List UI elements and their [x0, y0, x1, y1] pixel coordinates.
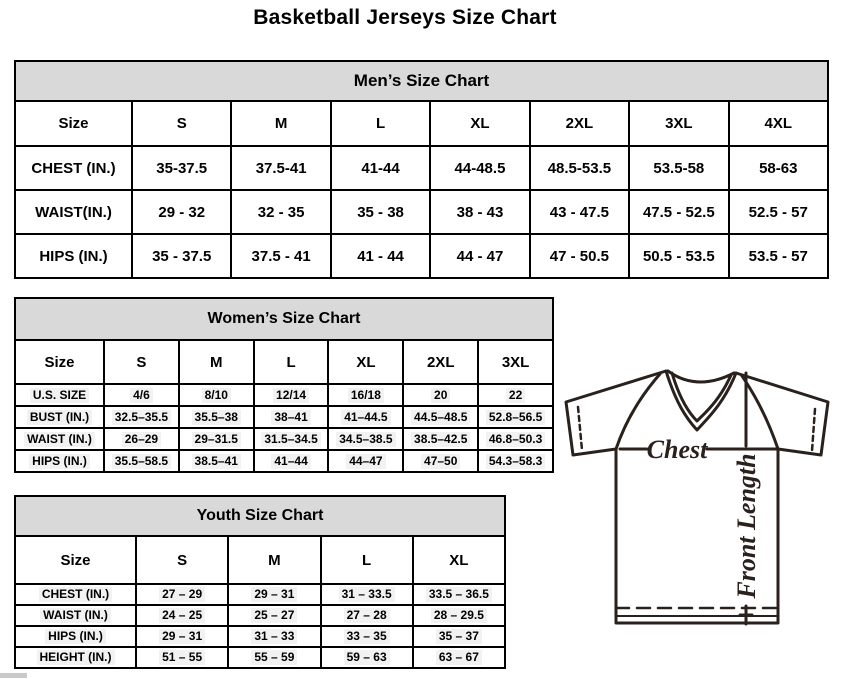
- table-row: [15, 428, 553, 450]
- cell-value: 38.5–41: [179, 450, 254, 472]
- cell-value: 4/6: [104, 384, 179, 406]
- cell-value: 37.5-41: [231, 146, 330, 190]
- table-row: [15, 298, 553, 340]
- jersey-neckline-outer: [666, 371, 736, 430]
- cell-value: 44-48.5: [430, 146, 529, 190]
- row-label-text: BUST (IN.): [27, 410, 92, 425]
- column-header: XL: [430, 101, 529, 146]
- cell-value: 29 – 31: [136, 626, 228, 647]
- cell-value: 8/10: [179, 384, 254, 406]
- cell-value: 27 – 29: [136, 584, 228, 605]
- cell-value: 32.5–35.5: [104, 406, 179, 428]
- chest-label: Chest: [646, 435, 708, 464]
- cell-value: 35.5–58.5: [104, 450, 179, 472]
- jersey-right-sleeve-stitch: [812, 409, 815, 451]
- cell-value: 38–41: [254, 406, 329, 428]
- column-header: Size: [15, 340, 104, 384]
- column-header: L: [254, 340, 329, 384]
- row-label: [15, 384, 104, 406]
- cell-value: 33.5 – 36.5: [413, 584, 505, 605]
- cell-value: 28 – 29.5: [413, 605, 505, 626]
- cell-value: 35 – 37: [413, 626, 505, 647]
- cell-value: 25 – 27: [228, 605, 320, 626]
- cell-value: 54.3–58.3: [478, 450, 553, 472]
- column-header: S: [136, 536, 228, 584]
- cell-value: 20: [403, 384, 478, 406]
- row-label-text: HIPS (IN.): [29, 454, 90, 469]
- page-artifact-bar: [0, 673, 27, 678]
- cell-value: 44.5–48.5: [403, 406, 478, 428]
- table-row: [15, 584, 505, 605]
- column-header: S: [132, 101, 231, 146]
- jersey-measurement-diagram: [556, 358, 840, 658]
- cell-value: 34.5–38.5: [328, 428, 403, 450]
- cell-value: 32 - 35: [231, 190, 330, 234]
- cell-value: 41–44.5: [328, 406, 403, 428]
- cell-value: 35-37.5: [132, 146, 231, 190]
- jersey-left-sleeve-stitch: [578, 407, 582, 450]
- table-row: [15, 450, 553, 472]
- column-header: 3XL: [629, 101, 728, 146]
- row-label-text: CHEST (IN.): [39, 587, 112, 602]
- cell-value: 58-63: [729, 146, 828, 190]
- table-row: [15, 340, 553, 384]
- column-header: Size: [15, 101, 132, 146]
- womens-table-title: Women’s Size Chart: [15, 298, 553, 340]
- column-header: 2XL: [530, 101, 629, 146]
- cell-value: 26–29: [104, 428, 179, 450]
- row-label-text: HIPS (IN.): [45, 629, 106, 644]
- cell-value: 31 – 33.5: [321, 584, 413, 605]
- cell-value: 43 - 47.5: [530, 190, 629, 234]
- table-row: [15, 406, 553, 428]
- table-row: [15, 605, 505, 626]
- column-header: M: [179, 340, 254, 384]
- cell-value: 35.5–38: [179, 406, 254, 428]
- jersey-outline: [566, 371, 828, 623]
- table-row: [15, 384, 553, 406]
- cell-value: 55 – 59: [228, 647, 320, 668]
- cell-value: 53.5-58: [629, 146, 728, 190]
- table-row: [15, 234, 828, 278]
- column-header: 3XL: [478, 340, 553, 384]
- cell-value: 52.5 - 57: [729, 190, 828, 234]
- cell-value: 41 - 44: [331, 234, 430, 278]
- cell-value: 53.5 - 57: [729, 234, 828, 278]
- cell-value: 46.8–50.3: [478, 428, 553, 450]
- cell-value: 27 – 28: [321, 605, 413, 626]
- row-label: [15, 584, 136, 605]
- column-header: 2XL: [403, 340, 478, 384]
- cell-value: 51 – 55: [136, 647, 228, 668]
- cell-value: 33 – 35: [321, 626, 413, 647]
- column-header: Size: [15, 536, 136, 584]
- cell-value: 50.5 - 53.5: [629, 234, 728, 278]
- row-label: HIPS (IN.): [15, 234, 132, 278]
- cell-value: 44 - 47: [430, 234, 529, 278]
- row-label: [15, 428, 104, 450]
- row-label-text: HEIGHT (IN.): [37, 650, 115, 665]
- cell-value: 24 – 25: [136, 605, 228, 626]
- jersey-diagram-svg: [556, 358, 840, 658]
- womens-size-table: [14, 297, 554, 473]
- table-row: [15, 647, 505, 668]
- mens-size-table: [14, 60, 829, 279]
- column-header: XL: [413, 536, 505, 584]
- cell-value: 47.5 - 52.5: [629, 190, 728, 234]
- cell-value: 29 - 32: [132, 190, 231, 234]
- front-length-label: Front Length: [732, 453, 761, 599]
- table-row: [15, 626, 505, 647]
- row-label-text: U.S. SIZE: [30, 388, 89, 403]
- table-row: [15, 190, 828, 234]
- column-header: L: [321, 536, 413, 584]
- cell-value: 29 – 31: [228, 584, 320, 605]
- table-row: [15, 61, 828, 101]
- cell-value: 59 – 63: [321, 647, 413, 668]
- column-header: M: [228, 536, 320, 584]
- cell-value: 31 – 33: [228, 626, 320, 647]
- cell-value: 44–47: [328, 450, 403, 472]
- youth-table-title: Youth Size Chart: [15, 496, 505, 536]
- row-label: WAIST(IN.): [15, 190, 132, 234]
- youth-size-table: [14, 495, 506, 669]
- cell-value: 47–50: [403, 450, 478, 472]
- cell-value: 29–31.5: [179, 428, 254, 450]
- column-header: XL: [328, 340, 403, 384]
- row-label: [15, 605, 136, 626]
- row-label-text: WAIST (IN.): [24, 432, 95, 447]
- cell-value: 12/14: [254, 384, 329, 406]
- table-row: [15, 536, 505, 584]
- cell-value: 41–44: [254, 450, 329, 472]
- cell-value: 41-44: [331, 146, 430, 190]
- cell-value: 35 - 37.5: [132, 234, 231, 278]
- cell-value: 63 – 67: [413, 647, 505, 668]
- row-label: [15, 406, 104, 428]
- cell-value: 38 - 43: [430, 190, 529, 234]
- cell-value: 31.5–34.5: [254, 428, 329, 450]
- cell-value: 52.8–56.5: [478, 406, 553, 428]
- cell-value: 16/18: [328, 384, 403, 406]
- table-row: [15, 496, 505, 536]
- mens-table-title: Men’s Size Chart: [15, 61, 828, 101]
- table-row: [15, 146, 828, 190]
- page-title: Basketball Jerseys Size Chart: [253, 6, 557, 29]
- table-row: [15, 101, 828, 146]
- jersey-collar-band: [668, 371, 734, 382]
- cell-value: 48.5-53.5: [530, 146, 629, 190]
- column-header: L: [331, 101, 430, 146]
- column-header: M: [231, 101, 330, 146]
- row-label: [15, 450, 104, 472]
- row-label: [15, 647, 136, 668]
- cell-value: 38.5–42.5: [403, 428, 478, 450]
- column-header: S: [104, 340, 179, 384]
- cell-value: 35 - 38: [331, 190, 430, 234]
- column-header: 4XL: [729, 101, 828, 146]
- cell-value: 47 - 50.5: [530, 234, 629, 278]
- row-label-text: WAIST (IN.): [40, 608, 111, 623]
- row-label: [15, 626, 136, 647]
- cell-value: 22: [478, 384, 553, 406]
- cell-value: 37.5 - 41: [231, 234, 330, 278]
- row-label: CHEST (IN.): [15, 146, 132, 190]
